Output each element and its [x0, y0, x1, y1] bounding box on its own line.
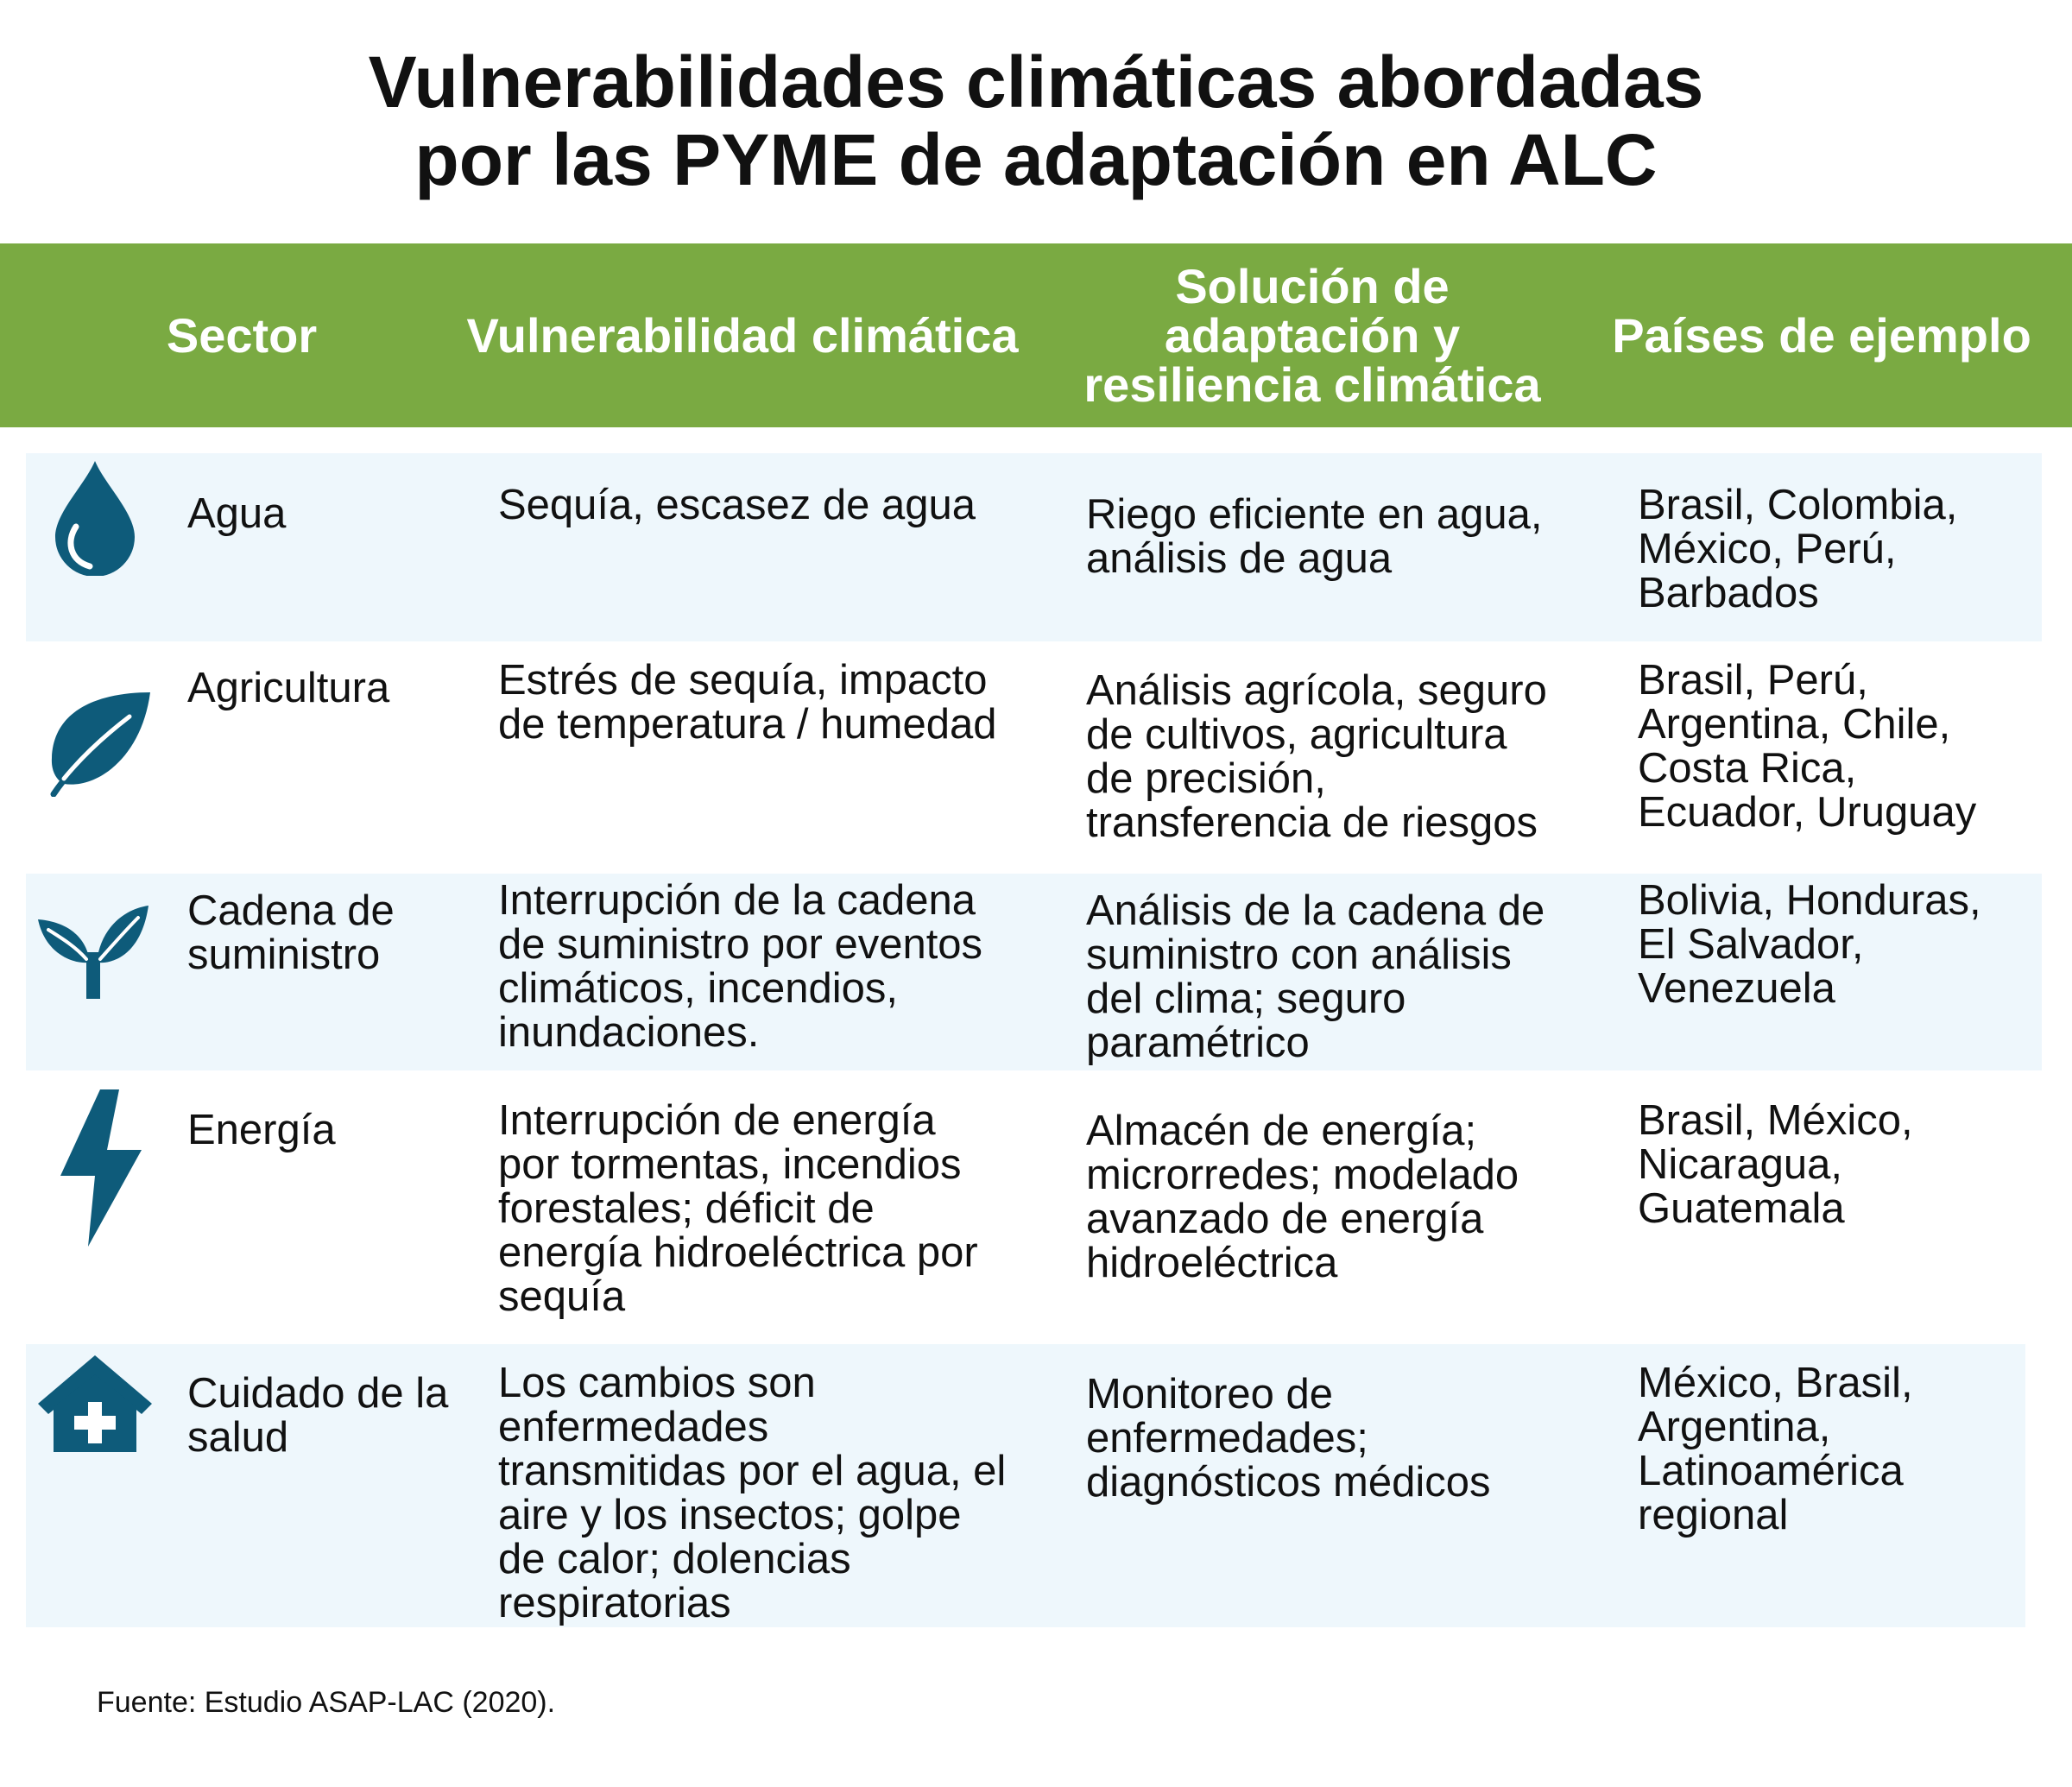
row-1-sector: Agua	[187, 490, 287, 537]
row-4-vulnerability: Interrupción de energía por tormentas, incendios forestales; déficit de energía hidroeléctrica por sequía	[498, 1097, 978, 1320]
row-3-vulnerability: Interrupción de la cadena de suministro por eventos climáticos, incendios, inundaciones.	[498, 877, 983, 1056]
leaf-icon	[45, 689, 153, 797]
health-house-icon	[36, 1354, 154, 1454]
row-3-sector: Cadena de suministro	[187, 887, 395, 978]
lightning-bolt-icon	[59, 1089, 145, 1247]
page-title	[0, 43, 2072, 199]
table-header	[0, 243, 2072, 427]
row-1-vulnerability: Sequía, escasez de agua	[498, 482, 976, 528]
header-vulnerability: Vulnerabilidad climática	[466, 308, 1019, 363]
row-5-solution: Monitoreo de enfermedades; diagnósticos médicos	[1086, 1371, 1491, 1506]
row-4-countries: Brasil, México, Nicaragua, Guatemala	[1638, 1097, 1913, 1232]
title-line-2: por las PYME de adaptación en ALC	[414, 119, 1658, 200]
row-5-countries: México, Brasil, Argentina, Latinoamérica regional	[1638, 1360, 1913, 1538]
title-line-1: Vulnerabilidades climáticas abordadas	[368, 41, 1704, 123]
row-4-solution: Almacén de energía; microrredes; modelado avanzado de energía hidroeléctrica	[1086, 1108, 1519, 1286]
row-5-sector: Cuidado de la salud	[187, 1370, 449, 1461]
header-sector: Sector	[166, 308, 318, 363]
water-drop-icon	[52, 459, 138, 576]
row-1-countries: Brasil, Colombia, México, Perú, Barbados	[1638, 482, 1958, 616]
header-countries: Países de ejemplo	[1612, 308, 2031, 363]
header-solution: Solución de adaptación y resiliencia climática	[1083, 259, 1541, 412]
sprout-icon	[36, 902, 150, 999]
row-2-sector: Agricultura	[187, 665, 390, 711]
row-5-vulnerability: Los cambios son enfermedades transmitidas por el agua, el aire y los insectos; golpe de calor; dolencias respiratorias	[498, 1360, 1007, 1626]
row-2-countries: Brasil, Perú, Argentina, Chile, Costa Rica, Ecuador, Uruguay	[1638, 657, 1977, 836]
row-4-sector: Energía	[187, 1107, 336, 1153]
source-note: Fuente: Estudio ASAP-LAC (2020).	[97, 1686, 556, 1719]
row-2-solution: Análisis agrícola, seguro de cultivos, agricultura de precisión, transferencia de riesgos	[1086, 667, 1547, 846]
row-2-vulnerability: Estrés de sequía, impacto de temperatura / humedad	[498, 657, 997, 748]
row-1-solution: Riego eficiente en agua, análisis de agua	[1086, 491, 1543, 582]
row-3-solution: Análisis de la cadena de suministro con análisis del clima; seguro paramétrico	[1086, 887, 1545, 1066]
row-3-countries: Bolivia, Honduras, El Salvador, Venezuela	[1638, 877, 1981, 1012]
